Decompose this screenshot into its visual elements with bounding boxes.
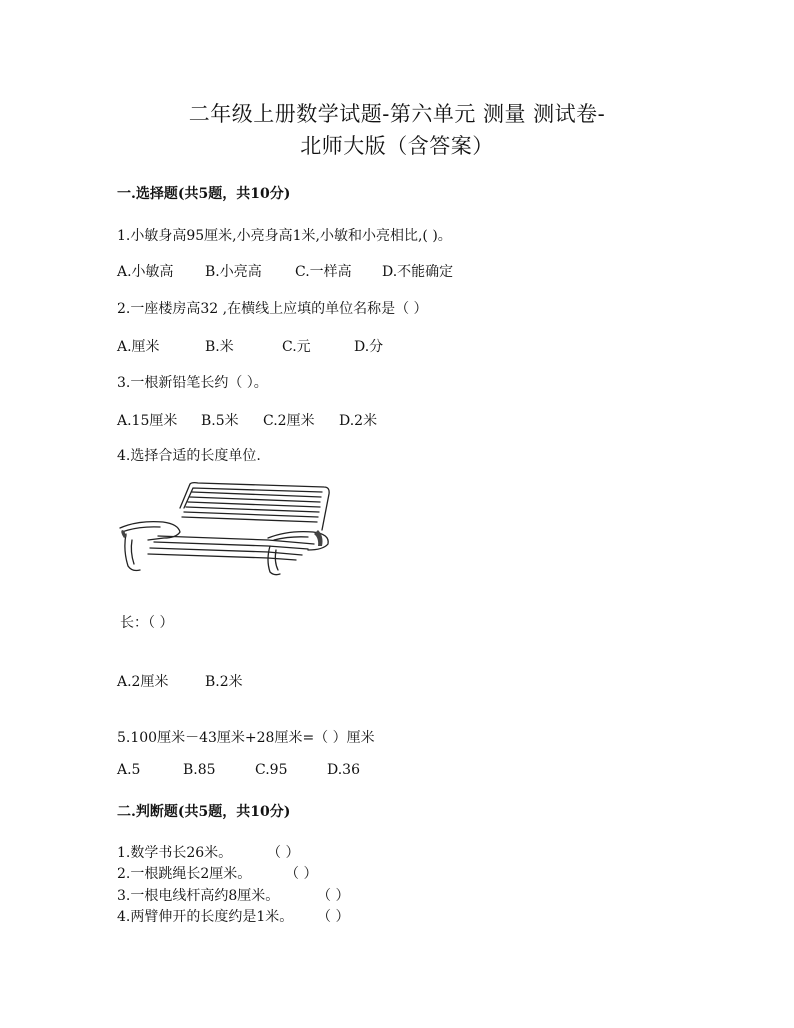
section-heading-judgement: 二.判断题(共5题，共10分) bbox=[117, 804, 291, 820]
section-heading-choice: 一.选择题(共5题，共10分) bbox=[117, 186, 291, 202]
answer-blank: （ ） bbox=[267, 845, 300, 861]
option-c: C.95 bbox=[255, 762, 288, 778]
judgement-text: 4.两臂伸开的长度约是1米。 bbox=[117, 909, 294, 925]
answer-blank: （ ） bbox=[285, 866, 318, 882]
option-a: A.15厘米 bbox=[117, 413, 178, 429]
judgement-text: 3.一根电线杆高约8厘米。 bbox=[117, 888, 280, 904]
judgement-item-4 bbox=[117, 908, 417, 926]
question-3: 3.一根新铅笔长约（ ）。 bbox=[117, 375, 268, 391]
judgement-text: 1.数学书长26米。 bbox=[117, 845, 233, 861]
judgement-item-1 bbox=[117, 844, 417, 862]
question-4: 4.选择合适的长度单位. bbox=[117, 448, 261, 464]
option-b: B.5米 bbox=[201, 413, 239, 429]
option-b: B.85 bbox=[183, 762, 216, 778]
answer-blank: （ ） bbox=[317, 888, 350, 904]
option-d: D.分 bbox=[354, 339, 384, 355]
page-title-line1: 二年级上册数学试题-第六单元 测量 测试卷- bbox=[188, 102, 606, 126]
judgement-text: 2.一根跳绳长2厘米。 bbox=[117, 866, 252, 882]
question-5: 5.100厘米－43厘米+28厘米=（ ）厘米 bbox=[117, 730, 375, 746]
option-a: A.2厘米 bbox=[117, 674, 169, 690]
option-c: C.元 bbox=[282, 339, 311, 355]
option-d: D.不能确定 bbox=[382, 264, 454, 280]
question-2: 2.一座楼房高32 ,在横线上应填的单位名称是（ ） bbox=[117, 301, 428, 317]
answer-blank: （ ） bbox=[317, 909, 350, 925]
option-a: A.5 bbox=[117, 762, 141, 778]
option-c: C.2厘米 bbox=[263, 413, 315, 429]
judgement-item-3 bbox=[117, 887, 417, 905]
option-a: A.小敏高 bbox=[117, 264, 174, 280]
option-c: C.一样高 bbox=[295, 264, 352, 280]
option-b: B.2米 bbox=[205, 674, 243, 690]
option-b: B.小亮高 bbox=[205, 264, 262, 280]
page-title-line2: 北师大版（含答案） bbox=[300, 134, 494, 158]
option-d: D.2米 bbox=[339, 413, 378, 429]
option-b: B.米 bbox=[205, 339, 234, 355]
question-4-length-prompt: 长：（ ） bbox=[120, 615, 174, 631]
question-1: 1.小敏身高95厘米,小亮身高1米,小敏和小亮相比,( )。 bbox=[117, 228, 452, 244]
option-a: A.厘米 bbox=[117, 339, 160, 355]
judgement-item-2 bbox=[117, 865, 417, 883]
option-d: D.36 bbox=[327, 762, 360, 778]
bench-image bbox=[118, 480, 333, 580]
